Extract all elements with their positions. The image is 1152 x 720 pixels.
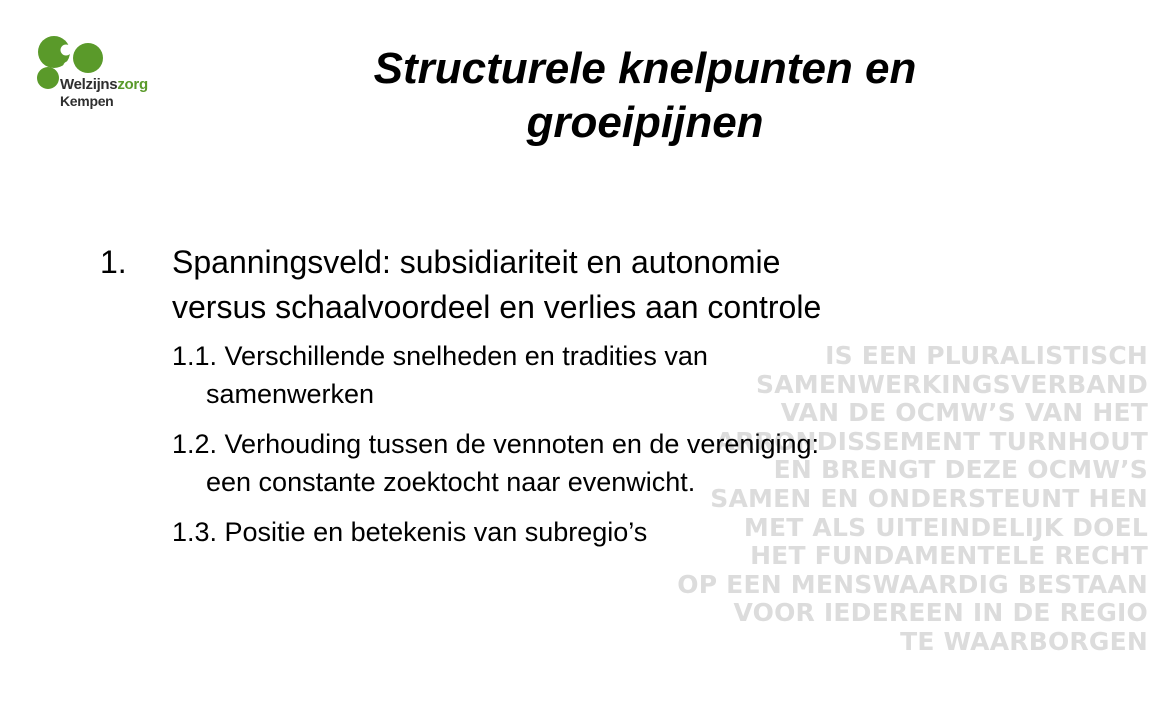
watermark-line: SAMENWERKINGSVERBAND <box>755 369 1148 399</box>
watermark-line: ARRONDISSEMENT TURNHOUT <box>715 426 1148 456</box>
sub-item-line2: samenwerken <box>206 379 375 409</box>
main-item-line1: Spanningsveld: subsidiariteit en autonomie <box>172 244 781 280</box>
main-list-item <box>100 240 1050 330</box>
slide-title-line2: groeipijnen <box>526 98 764 147</box>
slide-title-line1: Structurele knelpunten en <box>373 44 917 93</box>
welzijnszorg-kempen-logo <box>36 34 166 114</box>
watermark-line: VOOR IEDEREEN IN DE REGIO <box>733 598 1148 628</box>
watermark-line: OP EEN MENSWAARDIG BESTAAN <box>677 569 1148 599</box>
slide-content <box>100 240 1050 563</box>
sub-item-line1: 1.2. Verhouding tussen de vennoten en de vereniging: <box>172 429 819 459</box>
logo-wordmark-line2: Kempen <box>60 93 114 109</box>
watermark-line: MET ALS UITEINDELIJK DOEL <box>743 512 1148 542</box>
watermark-line: TE WAARBORGEN <box>900 626 1148 656</box>
sub-list-item <box>172 425 1050 501</box>
list-number: 1. <box>100 244 127 280</box>
main-item-line2: versus schaalvoordeel en verlies aan controle <box>172 289 822 325</box>
logo-wordmark-line1: Welzijnszorg <box>60 76 148 93</box>
sub-list-item <box>172 337 1050 413</box>
watermark-line: SAMEN EN ONDERSTEUNT HEN <box>710 483 1148 513</box>
watermark-line: HET FUNDAMENTELE RECHT <box>750 541 1148 571</box>
sub-item-line1: 1.1. Verschillende snelheden en tradities van <box>172 341 708 371</box>
watermark-line: IS EEN PLURALISTISCH <box>825 341 1148 370</box>
sub-item-line1: 1.3. Positie en betekenis van subregio’s <box>172 517 648 547</box>
sub-list <box>100 337 1050 551</box>
watermark-line: VAN DE OCMW’S VAN HET <box>780 398 1148 428</box>
sub-list-item <box>172 513 1050 551</box>
slide-title <box>300 42 990 150</box>
sub-item-line2: een constante zoektocht naar evenwicht. <box>206 467 696 497</box>
watermark-line: EN BRENGT DEZE OCMW’S <box>773 455 1148 485</box>
